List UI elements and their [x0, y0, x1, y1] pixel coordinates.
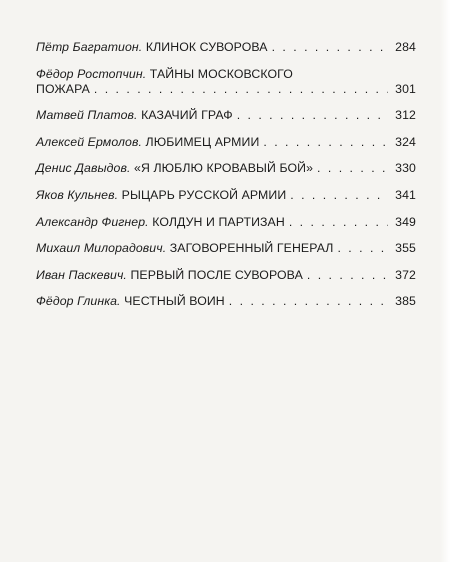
- toc-author: Яков Кульнев.: [36, 187, 119, 202]
- toc-page-number: 301: [395, 81, 416, 96]
- toc-entry-ermolov[interactable]: [36, 135, 416, 150]
- toc-author: Матвей Платов.: [36, 108, 138, 123]
- toc-page-number: 284: [395, 40, 416, 54]
- toc-title: ЗАГОВОРЕННЫЙ ГЕНЕРАЛ: [169, 241, 334, 256]
- dot-leader: [94, 82, 388, 97]
- toc-entry-miloradovich[interactable]: [36, 241, 416, 256]
- dot-leader: [290, 188, 388, 203]
- toc-author: Александр Фигнер.: [36, 214, 149, 229]
- toc-page-number: 355: [395, 241, 416, 256]
- toc-line-2: [36, 82, 416, 97]
- toc-author: Фёдор Глинка.: [36, 294, 121, 309]
- toc-title: ЛЮБИМЕЦ АРМИИ: [145, 134, 260, 149]
- dot-leader: [272, 40, 388, 55]
- toc-page-number: 312: [395, 108, 416, 123]
- page-edge: [440, 0, 450, 562]
- toc-page-number: 324: [395, 134, 416, 149]
- toc-title: РЫЦАРЬ РУССКОЙ АРМИИ: [121, 187, 287, 202]
- toc-author: Иван Паскевич.: [36, 267, 127, 282]
- toc-page-number: 349: [395, 214, 416, 229]
- toc-entry-figner[interactable]: [36, 215, 416, 230]
- toc-page-number: 385: [395, 294, 416, 309]
- toc-title: «Я ЛЮБЛЮ КРОВАВЫЙ БОЙ»: [134, 161, 314, 176]
- toc-title-continued: ПОЖАРА: [36, 81, 90, 96]
- toc-title: ПЕРВЫЙ ПОСЛЕ СУВОРОВА: [130, 267, 303, 282]
- toc-entry-davydov[interactable]: [36, 161, 416, 176]
- toc-title: ЧЕСТНЫЙ ВОИН: [124, 294, 225, 309]
- dot-leader: [237, 108, 388, 123]
- toc-title: КЛИНОК СУВОРОВА: [145, 40, 268, 54]
- toc-page-number: 330: [395, 161, 416, 176]
- dot-leader: [307, 268, 388, 283]
- dot-leader: [337, 241, 388, 256]
- toc-author: Фёдор Ростопчин.: [36, 66, 147, 81]
- toc-author: Пётр Багратион.: [36, 40, 143, 54]
- toc-entry-bagration[interactable]: [36, 40, 416, 55]
- table-of-contents: [36, 40, 416, 321]
- toc-title: ТАЙНЫ МОСКОВСКОГО: [149, 66, 293, 81]
- dot-leader: [263, 135, 388, 150]
- toc-entry-paskevich[interactable]: [36, 268, 416, 283]
- dot-leader: [229, 294, 388, 309]
- toc-entry-rostopchin[interactable]: [36, 67, 416, 97]
- toc-author: Михаил Милорадович.: [36, 241, 167, 256]
- toc-page-number: 372: [395, 267, 416, 282]
- toc-title: КОЛДУН И ПАРТИЗАН: [152, 214, 285, 229]
- dot-leader: [317, 161, 388, 176]
- toc-title: КАЗАЧИЙ ГРАФ: [141, 108, 233, 123]
- toc-author: Денис Давыдов.: [36, 161, 131, 176]
- toc-entry-glinka[interactable]: [36, 294, 416, 309]
- toc-line-1: [36, 67, 416, 82]
- dot-leader: [289, 215, 388, 230]
- toc-entry-kulnev[interactable]: [36, 188, 416, 203]
- toc-author: Алексей Ермолов.: [36, 134, 142, 149]
- toc-page-number: 341: [395, 187, 416, 202]
- toc-entry-platov[interactable]: [36, 108, 416, 123]
